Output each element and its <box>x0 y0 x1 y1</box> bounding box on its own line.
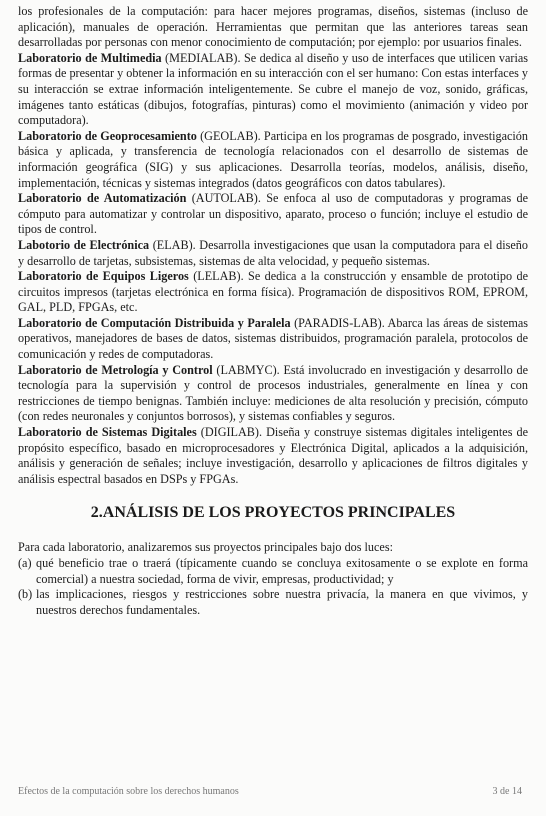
lab-name: Laboratorio de Geoprocesamiento <box>18 128 197 143</box>
lab-name: Laboratorio de Computación Distribuida y Paralela <box>18 315 291 330</box>
lab-entry-labmyc <box>18 363 528 425</box>
lab-name: Laboratorio de Equipos Ligeros <box>18 269 189 284</box>
lab-entry-paradis-lab <box>18 316 528 363</box>
lab-description: (AUTOLAB). Se enfoca al uso de computadoras y programas de cómputo para automatizar y controlar un dispositivo, aparato, proceso o función; incluye el estudio de tipos de control. <box>18 191 529 237</box>
lab-list <box>18 51 528 488</box>
list-marker: (a) <box>18 556 32 570</box>
page-content <box>18 4 528 618</box>
lab-entry-autolab <box>18 191 528 238</box>
lab-name: Labotorio de Electrónica <box>18 237 150 252</box>
lab-description: (DIGILAB). Diseña y construye sistemas digitales inteligentes de propósito específico, basado en microprocesadores y Electrónica Digital, aplicados a la adquisición, análisis y generación de señales; incluye investigación, desarrollo y aplicaciones de filtros digitales y análisis espectral basados en DSPs y FPGAs. <box>18 425 528 486</box>
lab-entry-digilab <box>18 425 528 487</box>
lab-description: (ELAB). Desarrolla investigaciones que usan la computadora para el diseño y desarrollo de tarjetas, subsistemas, sistemas de alta velocidad, y pequeño sistemas. <box>18 237 528 268</box>
footer-title: Efectos de la computación sobre los derechos humanos <box>18 786 239 797</box>
lab-name: Laboratorio de Sistemas Digitales <box>18 425 197 440</box>
section-heading: 2.ANÁLISIS DE LOS PROYECTOS PRINCIPALES <box>90 504 456 522</box>
analysis-criteria-list <box>18 556 528 618</box>
lab-description: (LABMYC). Está involucrado en investigación y desarrollo de tecnología para la supervisión y control de procesos industriales, generalmente en línea y con restricciones de tiempo benignas. También incluye: mediciones de alta resolución y precisión, cómputo (con redes neuronales y conjuntos borrosos), y sistemas confiables y seguros. <box>18 362 528 424</box>
list-marker: (b) <box>18 587 33 602</box>
list-item-text: qué beneficio trae o traerá (típicamente cuando se concluya exitosamente o se explote en forma comercial) a nuestra sociedad, forma de vivir, empresas, productividad; y <box>36 556 528 586</box>
intro-paragraph: los profesionales de la computación: para hacer mejores programas, diseños, sistemas (incluso de aplicación), manuales de operación. Herramientas que permitan que las anteriores tareas sean desarrolladas por personas con menor conocimiento de computación; por ejemplo: por usuarios finales. <box>18 4 528 50</box>
lab-entry-medialab <box>18 51 528 129</box>
lab-name: Laboratorio de Multimedia <box>18 50 162 65</box>
lab-entry-lelab <box>18 269 528 316</box>
lab-description: (GEOLAB). Participa en los programas de posgrado, investigación básica y aplicada, y transferencia de tecnología relacionados con el desarrollo de sistemas de información geográfica (SIG) y sus aplicaciones. Desarrolla teorías, modelos, análisis, diseño, implementación, técnicas y sistemas integrados (datos geográficos con datos tabulares). <box>18 128 528 190</box>
lab-description: (PARADIS-LAB). Abarca las áreas de sistemas operativos, manejadores de bases de datos, sistemas distribuidos, programación paralela, protocolos de comunicación y redes de computadoras. <box>18 315 528 362</box>
lab-entry-elab <box>18 238 528 269</box>
section-intro: Para cada laboratorio, analizaremos sus proyectos principales bajo dos luces: <box>18 540 393 555</box>
list-item <box>18 587 528 618</box>
lab-description: (LELAB). Se dedica a la construcción y ensamble de prototipo de circuitos impresos (tarjetas electrónica en forma física). Programación de dispositivos ROM, EPROM, GAL, PLD, FPGAs, etc. <box>18 269 529 315</box>
list-item-text: las implicaciones, riesgos y restricciones sobre nuestra privacía, la manera en que vivimos, y nuestros derechos fundamentales. <box>36 587 528 617</box>
lab-name: Laboratorio de Metrología y Control <box>18 362 213 377</box>
page-number: 3 de 14 <box>492 786 522 797</box>
lab-name: Laboratorio de Automatización <box>18 191 187 206</box>
lab-entry-geolab <box>18 129 528 191</box>
lab-description: (MEDIALAB). Se dedica al diseño y uso de interfaces que utilicen varias formas de presentar y obtener la información en su interacción con el ser humano: Con estas interfaces y su interacción se extrae información inteligentemente. Se cubre el manejo de voz, sonido, gráficas, imágenes tanto estáticas (dibujos, fotografías, pinturas) como el movimiento (animación y video por computadora). <box>18 50 528 128</box>
list-item <box>18 556 528 587</box>
